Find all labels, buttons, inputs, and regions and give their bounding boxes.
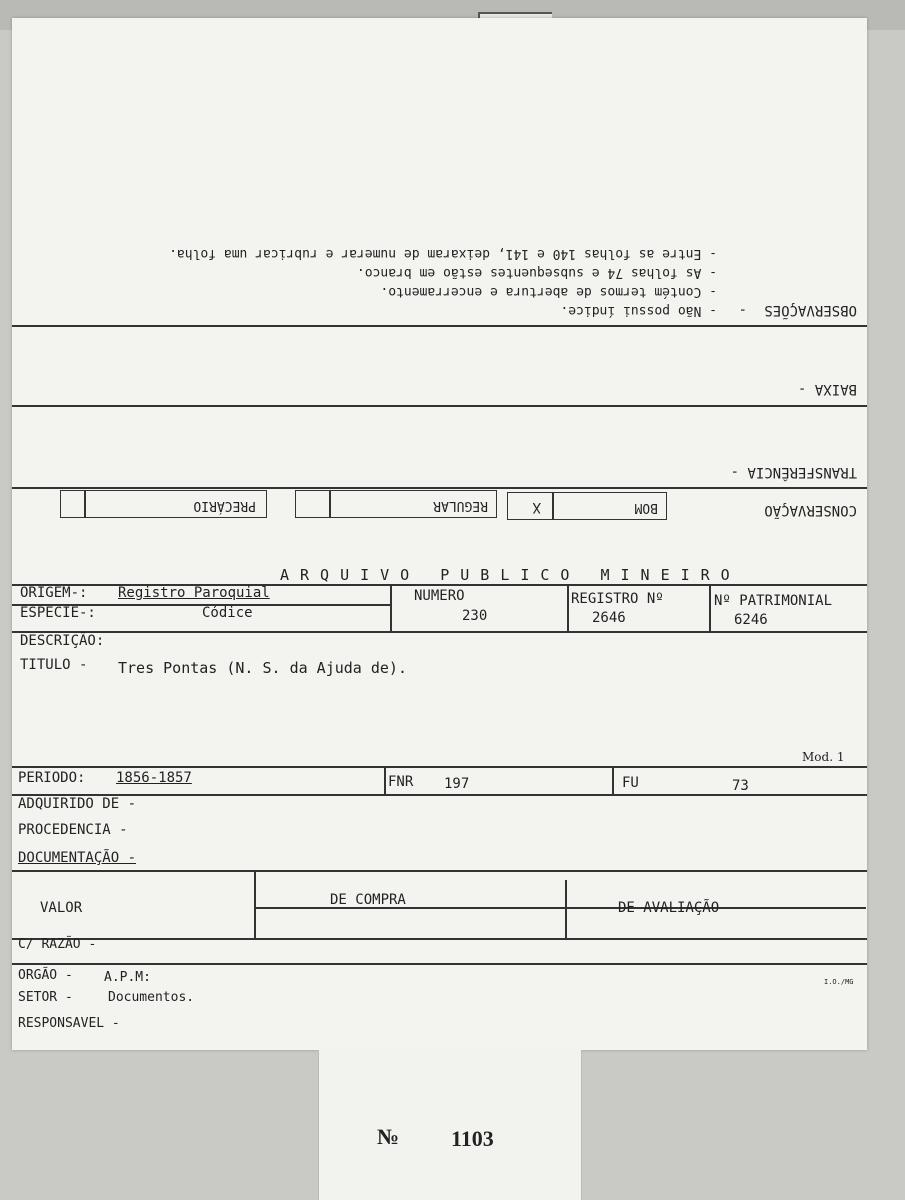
fu-value: 73 xyxy=(732,778,749,794)
conservacao-regular-label: REGULAR xyxy=(433,498,488,513)
conservacao-bom-mark: X xyxy=(532,499,541,515)
razao-label: C/ RAZÃO - xyxy=(18,937,97,952)
inverted-section xyxy=(12,18,867,523)
titulo-value: Tres Pontas (N. S. da Ajuda de). xyxy=(118,659,407,677)
descricao-label: DESCRIÇÃO: xyxy=(20,633,105,649)
conservacao-bom-label: BOM xyxy=(634,500,658,515)
number-symbol: № xyxy=(377,1124,400,1149)
catalog-card xyxy=(12,18,867,1050)
observacao-line-1: - Não possui índice. xyxy=(560,303,717,318)
observacao-line-3: - As folhas 74 e subsequentes estão em branco. xyxy=(356,265,717,280)
observacoes-dash: - xyxy=(738,302,747,318)
conservacao-precario-box xyxy=(60,490,267,518)
especie-label: ESPECIE-: xyxy=(20,605,96,621)
numero-label: NUMERO xyxy=(414,588,465,604)
conservacao-label: CONSERVAÇÃO xyxy=(764,502,857,518)
orgao-label: ORGÃO - xyxy=(18,968,73,983)
fnr-value: 197 xyxy=(444,776,470,792)
fu-label: FU xyxy=(622,775,639,791)
numero-value: 230 xyxy=(462,608,488,624)
periodo-label: PERIODO: xyxy=(18,770,86,786)
especie-value: Códice xyxy=(202,605,253,621)
registro-label: REGISTRO Nº xyxy=(571,591,664,607)
patrimonial-value: 6246 xyxy=(734,612,768,628)
observacao-line-4: - Entre as folhas 140 e 141, deixaram de numerar e rubricar uma folha. xyxy=(169,246,717,261)
mod-label: Mod. 1 xyxy=(802,750,845,764)
documentacao-label: DOCUMENTAÇÃO - xyxy=(18,850,137,866)
valor-label: VALOR xyxy=(40,900,83,916)
setor-label: SETOR - xyxy=(18,990,73,1005)
origem-value: Registro Paroquial xyxy=(118,585,270,601)
procedencia-label: PROCEDENCIA - xyxy=(18,822,128,838)
valor-avaliacao-label: DE AVALIAÇÃO xyxy=(618,900,720,916)
transferencia-label: TRANSFERÊNCIA - xyxy=(730,464,857,480)
adquirido-label: ADQUIRIDO DE - xyxy=(18,796,137,812)
observacoes-label: OBSERVAÇÕES xyxy=(764,302,857,318)
setor-value: Documentos. xyxy=(108,990,195,1005)
responsavel-label: RESPONSAVEL - xyxy=(18,1016,120,1031)
registro-value: 2646 xyxy=(592,610,626,626)
origem-label: ORIGEM-: xyxy=(20,585,88,601)
conservacao-regular-box xyxy=(295,490,497,518)
fnr-label: FNR xyxy=(388,774,414,790)
baixa-label: BAIXA - xyxy=(797,381,857,397)
titulo-label: TITULO - xyxy=(20,657,88,673)
slip-number: 1103 xyxy=(451,1126,494,1151)
valor-compra-label: DE COMPRA xyxy=(330,892,406,908)
io-mark: I.O./MG xyxy=(824,978,854,986)
orgao-value: A.P.M: xyxy=(104,970,151,985)
number-slip xyxy=(318,1050,582,1200)
archive-title: ARQUIVO PUBLICO MINEIRO xyxy=(280,566,741,584)
patrimonial-label: Nº PATRIMONIAL xyxy=(714,593,833,609)
periodo-value: 1856-1857 xyxy=(116,770,192,786)
observacao-line-2: - Contém termos de abertura e encerramento. xyxy=(380,284,717,299)
conservacao-precario-label: PRECÁRIO xyxy=(193,498,256,513)
conservacao-bom-box xyxy=(507,492,667,520)
